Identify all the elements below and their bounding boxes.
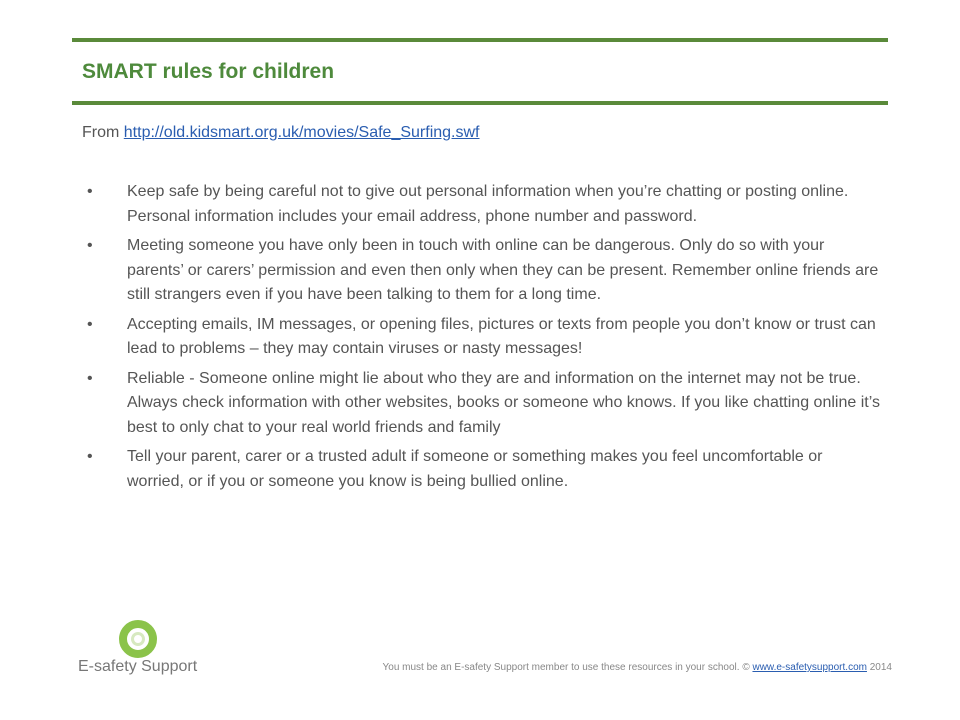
list-item-text: Tell your parent, carer or a trusted adult if someone or something makes you feel uncomfortable or worried, or if you or someone you know is being bullied online.	[127, 448, 823, 490]
footer-text: You must be an E-safety Support member to use these resources in your school. ©	[382, 662, 753, 673]
footer-year: 2014	[866, 662, 892, 673]
bullet-icon: •	[87, 183, 93, 200]
bullet-icon: •	[87, 315, 93, 333]
list-item-text: Reliable - Someone online might lie about who they are and information on the internet may not be true. Always check information with other websites, books or someone who knows. If you like chatting online it’s best to only chat to your real world friends and family	[127, 369, 880, 436]
bullet-icon: •	[87, 237, 93, 254]
bullet-icon: •	[87, 369, 93, 387]
e-safety-support-logo	[78, 620, 196, 680]
footer-link[interactable]: www.e-safetysupport.com	[752, 662, 867, 673]
list-item-text: Accepting emails, IM messages, or opening files, pictures or texts from people you don’t know or trust can lead to problems – they may contain viruses or nasty messages!	[127, 315, 876, 357]
bullet-icon: •	[87, 448, 93, 465]
list-item-text: Meeting someone you have only been in touch with online can be dangerous. Only do so with your parents’ or carers’ permission and even then only when they can be present. Remember online friends are still strangers even if you have been talking to them for a long time.	[127, 237, 879, 303]
source-prefix: From	[82, 124, 124, 141]
page-title: SMART rules for children	[82, 60, 335, 83]
list-item	[82, 313, 882, 362]
list-item	[82, 234, 882, 308]
list-item	[82, 367, 882, 441]
top-divider	[72, 38, 888, 42]
source-line	[82, 124, 480, 142]
logo-text: E-safety Support	[78, 658, 198, 675]
source-link[interactable]: http://old.kidsmart.org.uk/movies/Safe_Surfing.swf	[123, 124, 480, 141]
footer-notice	[383, 662, 893, 673]
bottom-divider	[72, 101, 888, 105]
list-item	[82, 445, 882, 494]
ring-logo-inner	[131, 632, 145, 646]
list-item	[82, 180, 882, 229]
ring-logo-icon	[119, 620, 157, 658]
list-item-text: Keep safe by being careful not to give out personal information when you’re chatting or posting online. Personal information includes your email address, phone number and password.	[127, 183, 849, 225]
rules-list	[82, 180, 882, 499]
